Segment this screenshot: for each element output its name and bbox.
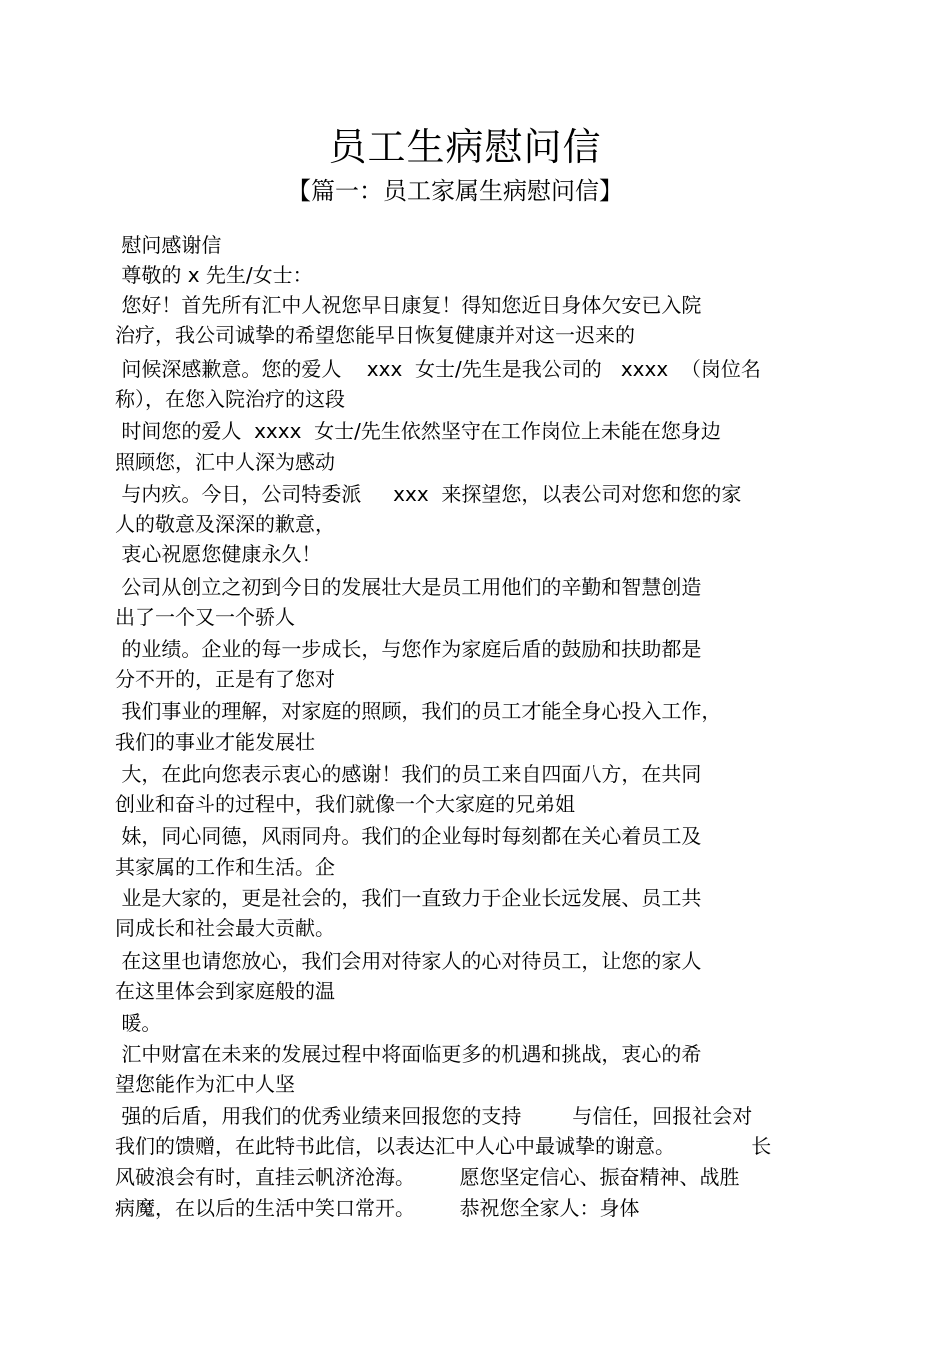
body-line: 慰问感谢信 <box>115 233 222 257</box>
body-line: 病魔，在以后的生活中笑口常开。 恭祝您全家人：身体 <box>115 1196 640 1220</box>
body-line: 风破浪会有时，直挂云帆济沧海。 愿您坚定信心、振奋精神、战胜 <box>115 1165 740 1189</box>
body-line: 大，在此向您表示衷心的感谢！我们的员工来自四面八方，在共同 <box>115 762 702 786</box>
body-line: 尊敬的 x 先生/女士： <box>115 263 313 287</box>
body-line: 照顾您，汇中人深为感动 <box>115 450 335 474</box>
body-line: 我们的事业才能发展壮 <box>115 730 315 754</box>
body-line: 望您能作为汇中人坚 <box>115 1072 295 1096</box>
body-line: 治疗，我公司诚挚的希望您能早日恢复健康并对这一迟来的 <box>115 323 635 347</box>
body-line: 的业绩。企业的每一步成长，与您作为家庭后盾的鼓励和扶助都是 <box>115 637 702 661</box>
body-line: 称），在您入院治疗的这段 <box>115 387 345 411</box>
body-line: 其家属的工作和生活。企 <box>115 855 335 879</box>
body-line: 问候深感歉意。您的爱人 xxx 女士/先生是我公司的 xxxx （岗位名 <box>115 357 761 381</box>
body-line: 强的后盾，用我们的优秀业绩来回报您的支持 与信任，回报社会对 <box>115 1104 753 1128</box>
body-line: 业是大家的，更是社会的，我们一直致力于企业长远发展、员工共 <box>115 886 702 910</box>
body-line: 人的敬意及深深的歉意， <box>115 512 335 536</box>
document-subtitle: 【篇一：员工家属生病慰问信】 <box>287 177 623 205</box>
body-line: 时间您的爱人 xxxx 女士/先生依然坚守在工作岗位上未能在您身边 <box>115 419 721 443</box>
body-line: 公司从创立之初到今日的发展壮大是员工用他们的辛勤和智慧创造 <box>115 575 702 599</box>
body-line: 在这里体会到家庭般的温 <box>115 979 335 1003</box>
body-line: 分不开的，正是有了您对 <box>115 667 335 691</box>
body-line: 暖。 <box>115 1011 162 1035</box>
document-title: 员工生病慰问信 <box>328 125 602 169</box>
body-line: 您好！首先所有汇中人祝您早日康复！得知您近日身体欠安已入院 <box>115 293 702 317</box>
body-line: 与内疚。今日，公司特委派 xxx 来探望您，以表公司对您和您的家 <box>115 482 742 506</box>
body-line: 出了一个又一个骄人 <box>115 605 295 629</box>
body-line: 同成长和社会最大贡献。 <box>115 916 335 940</box>
body-line: 在这里也请您放心，我们会用对待家人的心对待员工，让您的家人 <box>115 949 702 973</box>
body-line: 汇中财富在未来的发展过程中将面临更多的机遇和挑战，衷心的希 <box>115 1042 702 1066</box>
body-line: 我们事业的理解，对家庭的照顾，我们的员工才能全身心投入工作， <box>115 699 722 723</box>
body-line: 我们的馈赠，在此特书此信，以表达汇中人心中最诚挚的谢意。 长 <box>115 1134 772 1158</box>
body-line: 衷心祝愿您健康永久！ <box>115 542 322 566</box>
body-line: 创业和奋斗的过程中，我们就像一个大家庭的兄弟姐 <box>115 792 575 816</box>
body-line: 妹，同心同德，风雨同舟。我们的企业每时每刻都在关心着员工及 <box>115 824 702 848</box>
